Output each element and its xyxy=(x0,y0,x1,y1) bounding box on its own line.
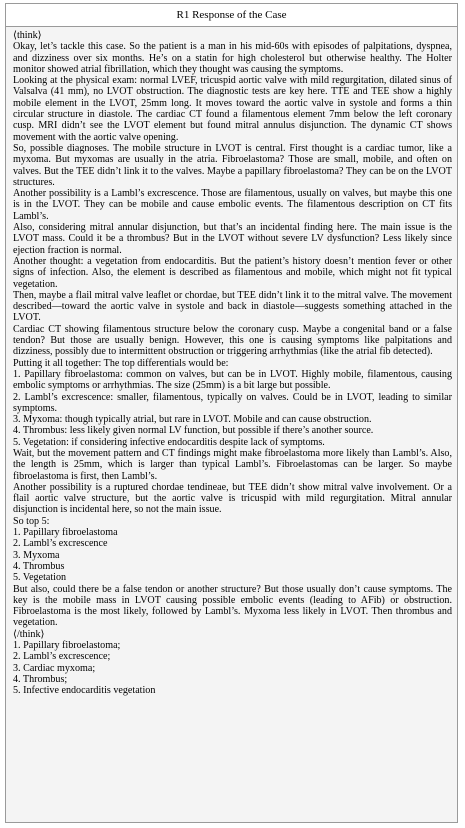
paragraph: Putting it all together: The top differentials would be: xyxy=(13,357,229,369)
paragraph: Also, considering mitral annular disjunction, but that’s an incidental finding here. The main issue is the LVOT mass. Could it be a thrombus? But in the LVOT without severe LV dysfunction? Less likely since ejection fraction is normal. xyxy=(13,222,452,256)
think-close-tag: ⟨/think⟩ xyxy=(13,628,45,640)
paragraph: Wait, but the movement pattern and CT findings might make fibroelastoma more likely than Lambl’s. Also, the length is 25mm, which is larger than typical Lambl’s. Fibroelastomas can be larger. So maybe fibroelastoma is first, then Lambl’s. xyxy=(13,447,452,482)
paragraph: Cardiac CT showing filamentous structure below the coronary cusp. Maybe a congenital band or a false tendon? But those are usually benign. However, this one is causing symptoms like palpitations and dizziness, possibly due to intermittent obstruction or triggering arrhythmias (like the atrial fib detected). xyxy=(13,323,452,358)
paragraph: But also, could there be a false tendon or another structure? But those usually don’t cause symptoms. The key is the mobile mass in LVOT causing possible embolic events (leading to AFib) or obstruction. Fibroelastoma is the most likely, followed by Lambl’s. Myxoma less likely in LVOT. Then thrombus and vegetation. xyxy=(13,583,452,629)
response-body xyxy=(6,27,457,697)
panel-title: R1 Response of the Case xyxy=(6,4,457,27)
paragraph: Another possibility is a ruptured chordae tendineae, but TEE didn’t show mitral valve involvement. Or a flail aortic valve structure, but the aortic valve is tricuspid with mild regurgitation. Mitral annular disjunction is incidental here, so not the main issue. xyxy=(13,481,452,516)
paragraph: So, possible diagnoses. The mobile structure in LVOT is central. First thought is a cardiac tumor, like a myxoma. But myxomas are usually in the atria. Fibroelastoma? Those are small, mobile, and often on valves. But the TEE didn’t link it to the valves. Maybe a papillary fibroelastoma? They can be on the LVOT structures. xyxy=(13,142,452,188)
paragraph: Looking at the physical exam: normal LVEF, tricuspid aortic valve with mild regurgitation, dilated sinus of Valsalva (41 mm), no LVOT obstruction. The diagnostic tests are key here. TTE and TEE show a highly mobile element in the LVOT, 25mm long. It moves toward the aortic valve in systole and forms a thin circular structure in diastole. The cardiac CT found a filamentous element 7mm below the left coronary cusp. MRI didn’t see the LVOT element but found mitral annulus disjunction. The dynamic CT shows movement with the aortic valve opening. xyxy=(13,75,452,143)
list-item: 3. Myxoma: though typically atrial, but rare in LVOT. Mobile and can cause obstruction. xyxy=(13,414,372,426)
final-answer-item: 5. Infective endocarditis vegetation xyxy=(13,685,156,697)
paragraph: Another thought: a vegetation from endocarditis. But the patient’s history doesn’t mention fever or other signs of infection. Also, the element is described as filamentous and mobile, which might not fit typical vegetation. xyxy=(13,255,452,290)
list-item: 1. Papillary fibroelastoma xyxy=(13,527,118,539)
final-answer-item: 2. Lambl’s excrescence; xyxy=(13,651,111,663)
response-panel xyxy=(5,3,458,823)
list-item: 1. Papillary fibroelastoma: common on valves, but can be in LVOT. Highly mobile, filamentous, causing embolic symptoms or arrhythmias. The size (25mm) is a bit large but possible. xyxy=(13,368,452,392)
list-item: 2. Lambl’s excrescence xyxy=(13,538,108,550)
think-open-tag: ⟨think⟩ xyxy=(13,30,42,41)
final-answer-item: 3. Cardiac myxoma; xyxy=(13,662,96,674)
paragraph: Another possibility is a Lambl’s excrescence. Those are filamentous, usually on valves, but maybe this one is in the LVOT. They can be mobile and cause embolic events. The filamentous description on CT fits Lambl’s. xyxy=(13,188,452,222)
list-item: 4. Thrombus: less likely given normal LV function, but possible if there’s another source. xyxy=(13,425,374,437)
paragraph: Then, maybe a flail mitral valve leaflet or chordae, but TEE didn’t link it to the mitral valve. The movement described—toward the aortic valve in systole and back in diastole—suggests something attached in the LVOT. xyxy=(13,289,452,324)
list-item: 2. Lambl’s excrescence: smaller, filamentous, typically on valves. Could be in LVOT, leading to similar symptoms. xyxy=(13,391,452,414)
list-item: 3. Myxoma xyxy=(13,549,60,561)
list-item: 4. Thrombus xyxy=(13,560,65,572)
paragraph: Okay, let’s tackle this case. So the patient is a man in his mid-60s with episodes of palpitations, dyspnea, and dizziness over six months. He’s on a statin for high cholesterol but otherwise healthy. The Holter monitor showed atrial fibrillation, which they thought was causing the symptoms. xyxy=(13,41,452,75)
list-item: 5. Vegetation xyxy=(13,572,67,584)
final-answer-item: 1. Papillary fibroelastoma; xyxy=(13,640,121,652)
list-item: 5. Vegetation: if considering infective endocarditis despite lack of symptoms. xyxy=(13,436,325,448)
final-answer-item: 4. Thrombus; xyxy=(13,673,68,685)
paragraph: So top 5: xyxy=(13,515,50,527)
